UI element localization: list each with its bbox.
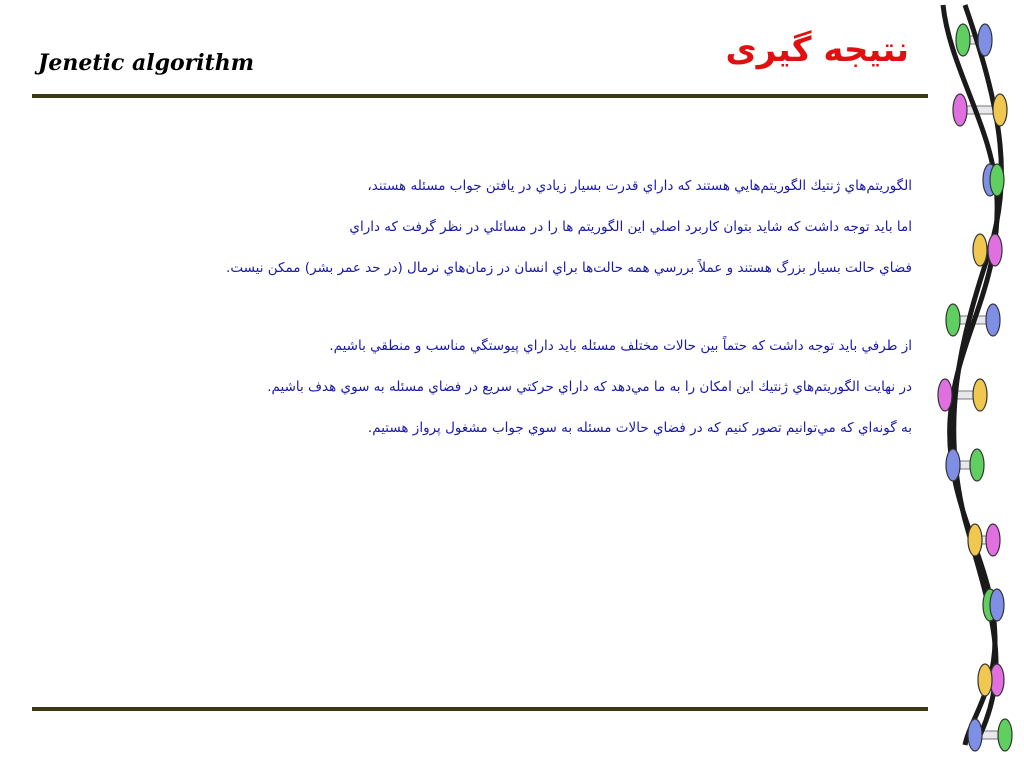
paragraph: الگوريتم‌هاي ژنتيك الگوريتم‌هايي هستند كه داراي قدرت بسيار زيادي در يافتن جواب مسئله هستند، — [367, 178, 912, 194]
helix-bead — [986, 304, 1000, 336]
helix-bead — [968, 719, 982, 751]
paragraph: فضاي حالت بسيار بزرگ هستند و عملاً بررسي همه حالت‌ها براي انسان در زمان‌هاي نرمال (در حد عمر بشر) ممكن نيست. — [226, 260, 912, 276]
helix-bead — [990, 589, 1004, 621]
dna-helix-icon — [935, 0, 1024, 768]
helix-bead — [968, 524, 982, 556]
helix-bead — [973, 234, 987, 266]
paragraph: از طرفي بايد توجه داشت كه حتماً بين حالات مختلف مسئله بايد داراي پيوستگي مناسب و منطقي باشيم. — [329, 338, 912, 354]
helix-bead — [946, 449, 960, 481]
helix-bead — [986, 524, 1000, 556]
brand-label: Jenetic algorithm — [38, 50, 255, 76]
slide-content — [122, 175, 912, 458]
helix-bead — [998, 719, 1012, 751]
helix-bead — [978, 24, 992, 56]
helix-bead — [953, 94, 967, 126]
helix-bead — [973, 379, 987, 411]
bottom-divider — [32, 707, 928, 711]
helix-bead — [956, 24, 970, 56]
helix-bead — [946, 304, 960, 336]
helix-bead — [978, 664, 992, 696]
helix-bead — [938, 379, 952, 411]
paragraph: به گونه‌اي كه مي‌توانيم تصور كنيم كه در فضاي حالات مسئله به سوي جواب مشغول پرواز هستيم. — [367, 420, 912, 436]
paragraph: در نهايت الگوريتم‌هاي ژنتيك اين امكان را به ما مي‌دهد كه داراي حركتي سريع در فضاي مسئله به سوي هدف باشيم. — [267, 379, 912, 395]
top-divider — [32, 94, 928, 98]
helix-bead — [988, 234, 1002, 266]
helix-bead — [993, 94, 1007, 126]
helix-bead — [970, 449, 984, 481]
helix-bead — [990, 164, 1004, 196]
paragraph: اما بايد توجه داشت كه شايد بتوان كاربرد اصلي اين الگوريتم ها را در مسائلي در نظر گرفت كه داراي — [349, 219, 912, 235]
slide-title: نتیجه گیری — [725, 30, 909, 70]
